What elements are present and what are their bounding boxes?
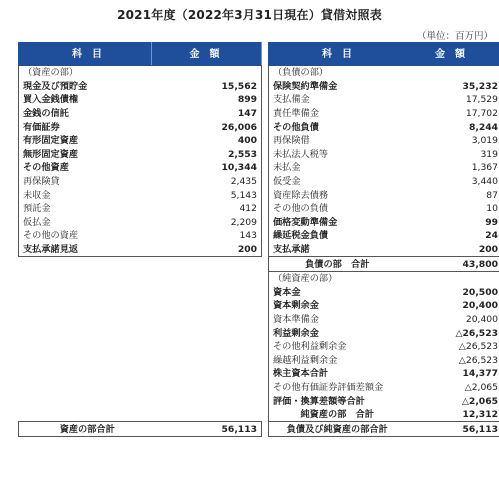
table-row xyxy=(19,66,499,80)
column-gap xyxy=(262,286,269,300)
asset-item: 預託金 xyxy=(19,202,152,216)
totals-row xyxy=(19,422,499,437)
liability-item: 株主資本合計 xyxy=(269,367,402,381)
liability-amount: 12,312 xyxy=(402,408,499,422)
asset-amount xyxy=(152,367,262,381)
balance-sheet xyxy=(18,42,498,490)
asset-item xyxy=(19,271,152,285)
liability-amount: △26,523 xyxy=(402,326,499,340)
asset-amount xyxy=(152,299,262,313)
table-row xyxy=(19,286,499,300)
asset-item: 金銭の信託 xyxy=(19,107,152,121)
liability-amount: 1,367 xyxy=(402,161,499,175)
asset-item: その他の資産 xyxy=(19,229,152,243)
table-row xyxy=(19,367,499,381)
asset-item xyxy=(19,353,152,367)
header-right-amount: 金 額 xyxy=(402,43,499,66)
asset-amount xyxy=(152,66,262,80)
table-row xyxy=(19,161,499,175)
column-gap xyxy=(262,408,269,422)
table-row xyxy=(19,408,499,422)
table-row xyxy=(19,93,499,107)
liability-amount: 35,232 xyxy=(402,80,499,94)
balance-sheet-table xyxy=(18,42,499,437)
liability-item: 負債の部 合計 xyxy=(269,257,402,272)
header-row xyxy=(19,43,499,66)
asset-amount: 143 xyxy=(152,229,262,243)
liability-amount: 319 xyxy=(402,148,499,162)
column-gap xyxy=(262,229,269,243)
table-row xyxy=(19,188,499,202)
asset-amount xyxy=(152,353,262,367)
liability-amount xyxy=(402,66,499,80)
asset-amount: 2,209 xyxy=(152,216,262,230)
table-row xyxy=(19,381,499,395)
liability-amount: 8,244 xyxy=(402,120,499,134)
table-row xyxy=(19,313,499,327)
asset-amount xyxy=(152,340,262,354)
asset-amount: 2,553 xyxy=(152,148,262,162)
asset-item xyxy=(19,367,152,381)
column-gap xyxy=(262,202,269,216)
asset-item xyxy=(19,313,152,327)
liability-amount: △2,065 xyxy=(402,394,499,408)
column-gap xyxy=(262,326,269,340)
asset-item: その他資産 xyxy=(19,161,152,175)
header-right-item: 科 目 xyxy=(269,43,402,66)
column-gap xyxy=(262,422,269,437)
liability-amount: 43,800 xyxy=(402,257,499,272)
asset-amount xyxy=(152,286,262,300)
table-row xyxy=(19,175,499,189)
liability-amount xyxy=(402,271,499,285)
liability-item: （純資産の部） xyxy=(269,271,402,285)
asset-amount xyxy=(152,257,262,272)
liability-item: 価格変動準備金 xyxy=(269,216,402,230)
asset-amount xyxy=(152,381,262,395)
column-gap xyxy=(262,66,269,80)
liability-item: 支払備金 xyxy=(269,93,402,107)
liability-amount: 24 xyxy=(402,229,499,243)
asset-item: 未収金 xyxy=(19,188,152,202)
column-gap xyxy=(262,353,269,367)
liability-amount: 17,529 xyxy=(402,93,499,107)
column-gap xyxy=(262,243,269,257)
asset-amount: 15,562 xyxy=(152,80,262,94)
asset-amount: 26,006 xyxy=(152,120,262,134)
header-left-item: 科 目 xyxy=(19,43,152,66)
table-row xyxy=(19,394,499,408)
liability-item: 責任準備金 xyxy=(269,107,402,121)
column-gap xyxy=(262,313,269,327)
column-gap xyxy=(262,148,269,162)
asset-item xyxy=(19,340,152,354)
column-gap xyxy=(262,299,269,313)
liability-item: 再保険借 xyxy=(269,134,402,148)
asset-item xyxy=(19,394,152,408)
liability-item: （負債の部） xyxy=(269,66,402,80)
asset-item: （資産の部） xyxy=(19,66,152,80)
liability-amount: 20,400 xyxy=(402,313,499,327)
table-row xyxy=(19,271,499,285)
asset-item: 無形固定資産 xyxy=(19,148,152,162)
asset-amount: 400 xyxy=(152,134,262,148)
liability-item: 仮受金 xyxy=(269,175,402,189)
liability-item: 保険契約準備金 xyxy=(269,80,402,94)
table-row xyxy=(19,353,499,367)
column-gap xyxy=(262,340,269,354)
liability-amount: 17,702 xyxy=(402,107,499,121)
liability-amount: 200 xyxy=(402,243,499,257)
asset-amount xyxy=(152,313,262,327)
liability-item: その他負債 xyxy=(269,120,402,134)
asset-item: 有形固定資産 xyxy=(19,134,152,148)
asset-item xyxy=(19,257,152,272)
liabilities-equity-total-label: 負債及び純資産の部合計 xyxy=(269,422,402,437)
page-title: 2021年度（2022年3月31日現在）貸借対照表 xyxy=(117,8,382,22)
liability-item: 資本準備金 xyxy=(269,313,402,327)
table-row xyxy=(19,340,499,354)
liability-amount: △2,065 xyxy=(402,381,499,395)
liabilities-equity-total-amount: 56,113 xyxy=(402,422,499,437)
liability-amount: △26,523 xyxy=(402,353,499,367)
table-row xyxy=(19,202,499,216)
table-row xyxy=(19,148,499,162)
asset-item xyxy=(19,326,152,340)
asset-item: 現金及び預貯金 xyxy=(19,80,152,94)
asset-item: 支払承諾見返 xyxy=(19,243,152,257)
table-row xyxy=(19,134,499,148)
table-row xyxy=(19,257,499,272)
header-left-amount: 金 額 xyxy=(152,43,262,66)
asset-item xyxy=(19,286,152,300)
table-row xyxy=(19,229,499,243)
liability-item: 資本剰余金 xyxy=(269,299,402,313)
asset-amount xyxy=(152,271,262,285)
liability-amount: 20,400 xyxy=(402,299,499,313)
column-gap xyxy=(262,216,269,230)
asset-amount: 5,143 xyxy=(152,188,262,202)
asset-item: 再保険貸 xyxy=(19,175,152,189)
column-gap xyxy=(262,394,269,408)
column-gap xyxy=(262,93,269,107)
table-row xyxy=(19,120,499,134)
asset-amount: 2,435 xyxy=(152,175,262,189)
column-gap xyxy=(262,43,269,66)
column-gap xyxy=(262,367,269,381)
table-row xyxy=(19,80,499,94)
table-row xyxy=(19,216,499,230)
column-gap xyxy=(262,161,269,175)
liability-amount: △26,523 xyxy=(402,340,499,354)
column-gap xyxy=(262,107,269,121)
unit-note: （単位：百万円） xyxy=(416,31,493,42)
liability-item: 評価・換算差額等合計 xyxy=(269,394,402,408)
liability-item: 支払承諾 xyxy=(269,243,402,257)
table-row xyxy=(19,107,499,121)
liability-item: 資産除去債務 xyxy=(269,188,402,202)
asset-item xyxy=(19,299,152,313)
table-row xyxy=(19,326,499,340)
column-gap xyxy=(262,175,269,189)
liability-item: 資本金 xyxy=(269,286,402,300)
liability-amount: 14,377 xyxy=(402,367,499,381)
liability-item: 繰越利益剰余金 xyxy=(269,353,402,367)
liability-item: 繰延税金負債 xyxy=(269,229,402,243)
liability-item: その他有価証券評価差額金 xyxy=(269,381,402,395)
liability-amount: 3,440 xyxy=(402,175,499,189)
column-gap xyxy=(262,120,269,134)
column-gap xyxy=(262,80,269,94)
table-row xyxy=(19,243,499,257)
asset-amount: 147 xyxy=(152,107,262,121)
column-gap xyxy=(262,271,269,285)
assets-total-label: 資産の部合計 xyxy=(19,422,152,437)
asset-amount xyxy=(152,408,262,422)
column-gap xyxy=(262,257,269,272)
column-gap xyxy=(262,134,269,148)
asset-item: 仮払金 xyxy=(19,216,152,230)
asset-item: 有価証券 xyxy=(19,120,152,134)
column-gap xyxy=(262,188,269,202)
liability-amount: 99 xyxy=(402,216,499,230)
asset-item: 買入金銭債権 xyxy=(19,93,152,107)
liability-item: その他利益剰余金 xyxy=(269,340,402,354)
asset-amount: 10,344 xyxy=(152,161,262,175)
asset-amount xyxy=(152,326,262,340)
liability-amount: 3,019 xyxy=(402,134,499,148)
liability-item: 未払金 xyxy=(269,161,402,175)
asset-amount xyxy=(152,394,262,408)
liability-item: 純資産の部 合計 xyxy=(269,408,402,422)
table-row xyxy=(19,299,499,313)
asset-item xyxy=(19,381,152,395)
liability-amount: 20,500 xyxy=(402,286,499,300)
liability-amount: 87 xyxy=(402,188,499,202)
asset-amount: 200 xyxy=(152,243,262,257)
asset-item xyxy=(19,408,152,422)
liability-amount: 10 xyxy=(402,202,499,216)
asset-amount: 899 xyxy=(152,93,262,107)
liability-item: その他の負債 xyxy=(269,202,402,216)
asset-amount: 412 xyxy=(152,202,262,216)
assets-total-amount: 56,113 xyxy=(152,422,262,437)
liability-item: 利益剰余金 xyxy=(269,326,402,340)
liability-item: 未払法人税等 xyxy=(269,148,402,162)
column-gap xyxy=(262,381,269,395)
